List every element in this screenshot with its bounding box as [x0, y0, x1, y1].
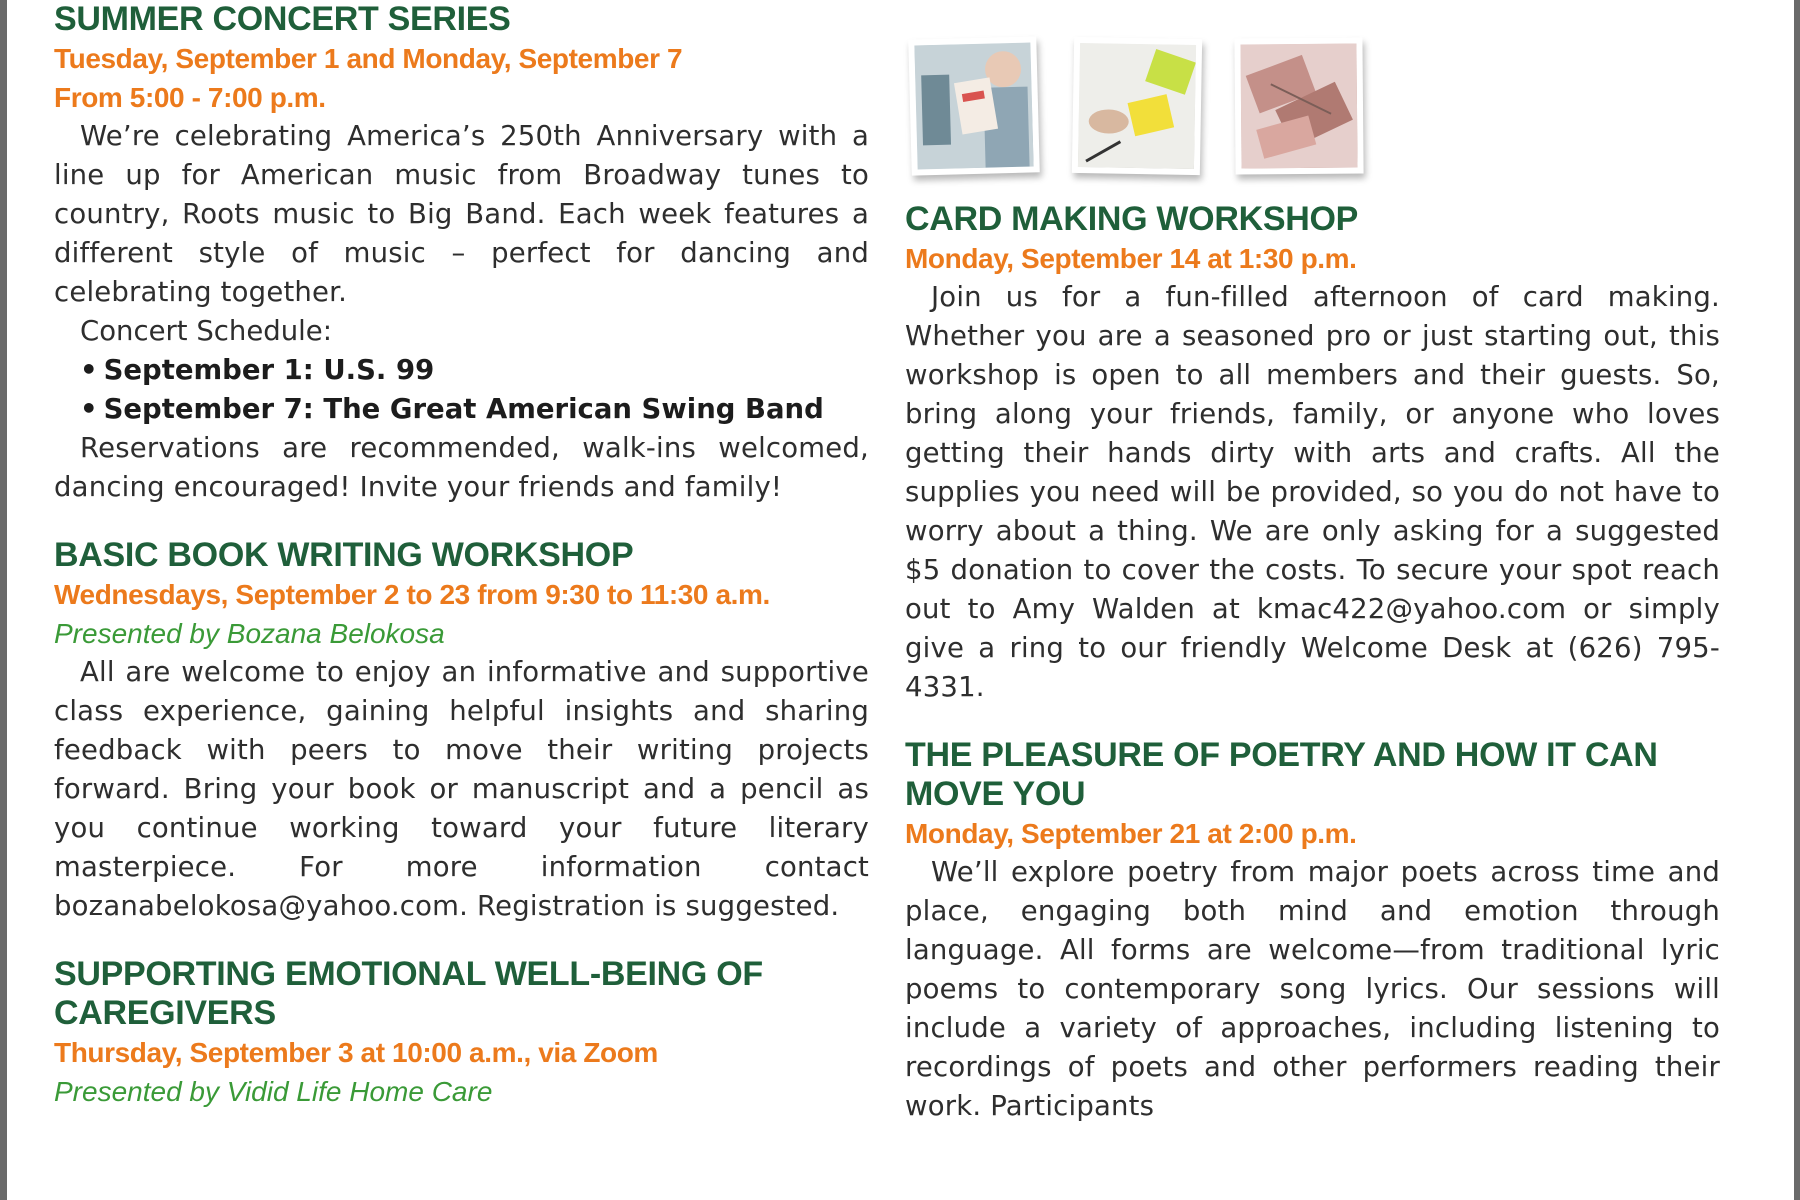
book-writing-title: BASIC BOOK WRITING WORKSHOP	[54, 536, 634, 574]
card-making-title: CARD MAKING WORKSHOP	[905, 200, 1358, 238]
book-writing-presenter: Presented by Bozana Belokosa	[54, 618, 445, 649]
card-making-section	[905, 200, 1720, 707]
craft-photo-illustration	[1078, 43, 1196, 169]
summer-concert-date: Tuesday, September 1 and Monday, September 7	[54, 43, 683, 74]
list-item: • September 7: The Great American Swing Band	[80, 393, 824, 425]
right-column	[905, 0, 1720, 1126]
card-making-date: Monday, September 14 at 1:30 p.m.	[905, 243, 1357, 274]
summer-concert-title: SUMMER CONCERT SERIES	[54, 0, 511, 38]
book-writing-section	[54, 536, 869, 926]
card-making-description: Join us for a fun-filled afternoon of card making. Whether you are a seasoned pro or just starting out, this workshop is open to all members and their guests. So, bring along your friends, family, or anyone who loves getting their hands dirty with arts and crafts. All the supplies you need will be provided, so you do not have to worry about a thing. We are only asking for a suggested $5 donation to cover the costs. To secure your spot reach out to Amy Walden at kmac422@yahoo.com or simply give a ring to our friendly Welcome Desk at (626) 795-4331.	[905, 281, 1720, 703]
craft-photos	[905, 0, 1720, 200]
poetry-section	[905, 736, 1720, 1126]
poetry-title: THE PLEASURE OF POETRY AND HOW IT CAN MOVE YOU	[905, 736, 1658, 813]
right-page-edge	[1794, 0, 1800, 1200]
caregivers-title: SUPPORTING EMOTIONAL WELL-BEING OF CAREGIVERS	[54, 955, 763, 1032]
list-item: • September 1: U.S. 99	[80, 354, 435, 386]
craft-photo-icon	[1072, 37, 1202, 175]
card-photo-icon	[908, 36, 1040, 175]
paper-photo-icon	[1234, 37, 1363, 174]
concert-reservations: Reservations are recommended, walk-ins welcomed, dancing encouraged! Invite your friends and family!	[54, 432, 869, 503]
concert-schedule-list	[54, 351, 869, 429]
left-page-edge	[0, 0, 7, 1200]
bullet-icon: •	[80, 354, 98, 386]
book-writing-date: Wednesdays, September 2 to 23 from 9:30 to 11:30 a.m.	[54, 579, 770, 610]
card-photo-illustration	[914, 43, 1033, 170]
summer-concert-section	[54, 0, 869, 507]
caregivers-presenter: Presented by Vidid Life Home Care	[54, 1076, 493, 1107]
book-writing-description: All are welcome to enjoy an informative and supportive class experience, gaining helpful insights and sharing feedback with peers to move their writing projects forward. Bring your book or manuscript and a pencil as you continue working toward your future literary masterpiece. For more information contact bozanabelokosa@yahoo.com. Registration is suggested.	[54, 656, 869, 922]
poetry-description: We’ll explore poetry from major poets across time and place, engaging both mind and emotion through language. All forms are welcome—from traditional lyric poems to contemporary song lyrics. Our sessions will include a variety of approaches, including listening to recordings of poets and other performers reading their work. Participants	[905, 856, 1720, 1122]
summer-concert-description: We’re celebrating America’s 250th Anniversary with a line up for American music from Broadway tunes to country, Roots music to Big Band. Each week features a different style of music – perfect for dancing and celebrating together.	[54, 120, 869, 308]
caregivers-date: Thursday, September 3 at 10:00 a.m., via Zoom	[54, 1037, 658, 1068]
left-column	[54, 0, 869, 1111]
concert-schedule-heading: Concert Schedule:	[80, 315, 332, 347]
poetry-date: Monday, September 21 at 2:00 p.m.	[905, 818, 1357, 849]
caregivers-section	[54, 955, 869, 1111]
summer-concert-time: From 5:00 - 7:00 p.m.	[54, 82, 326, 113]
paper-photo-illustration	[1240, 43, 1357, 168]
bullet-icon: •	[80, 393, 98, 425]
